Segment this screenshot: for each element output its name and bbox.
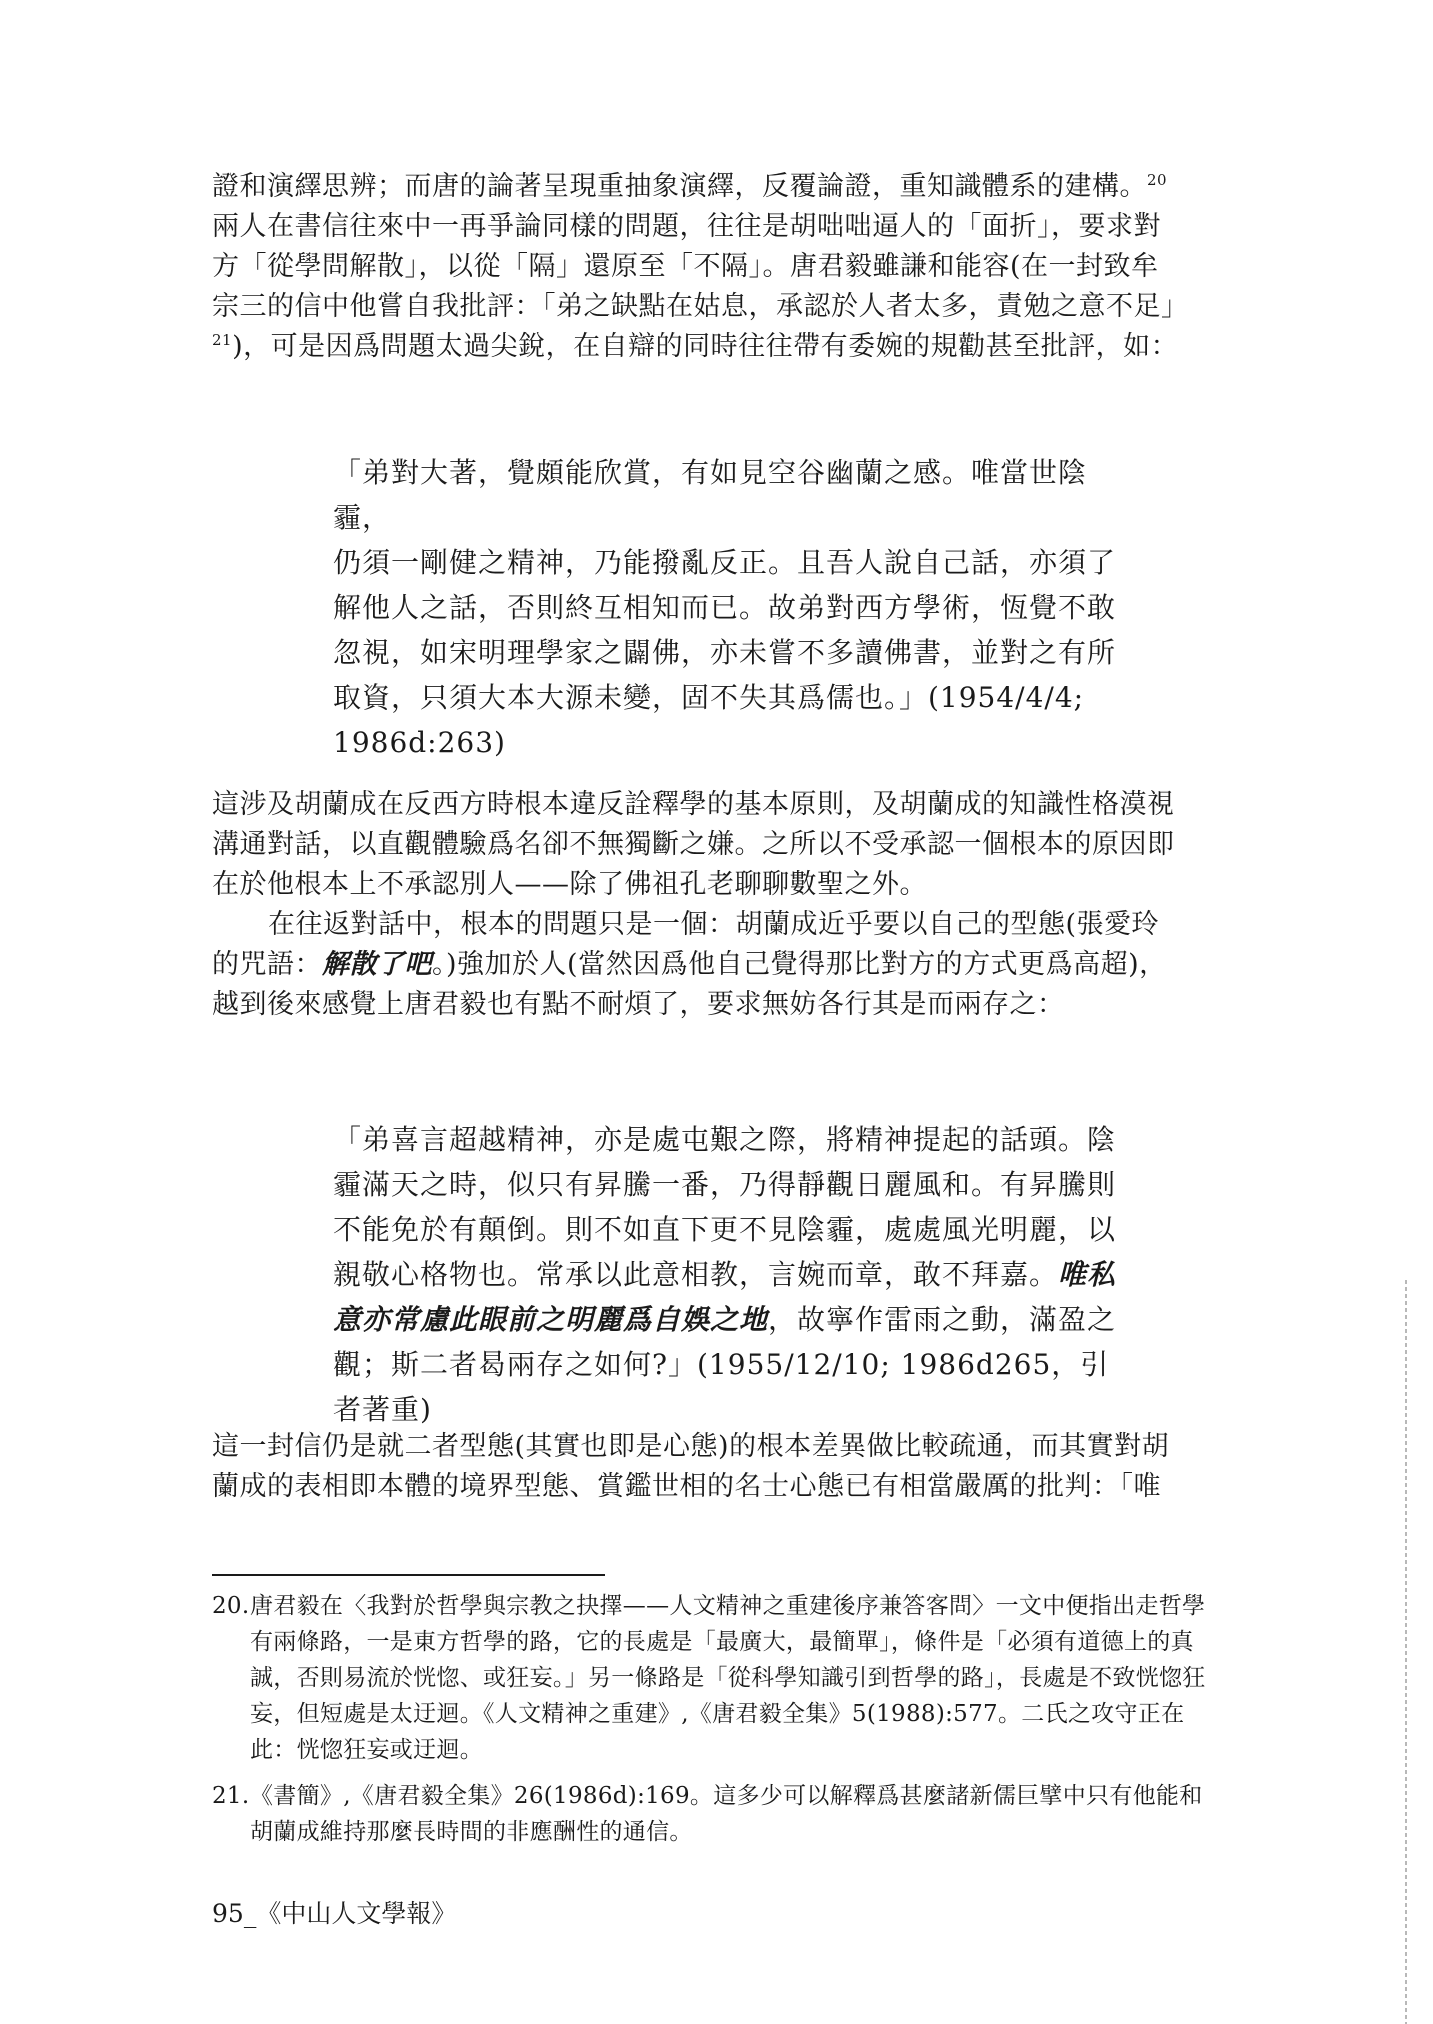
footnote-number: 21. [212,1783,250,1809]
quote-line: 解他人之話，否則終互相知而已。故弟對西方學術，恆覺不敢 [333,591,1117,624]
text-span: 證和演繹思辨；而唐的論著呈現重抽象演繹，反覆論證，重知識體系的建構。 [212,171,1147,202]
footer-separator: _ [243,1899,257,1928]
block-quote-2 [333,1117,1123,1432]
text-line: 在於他根本上不承認別人——除了佛祖孔老聊聊數聖之外。 [212,869,927,900]
paragraph-1 [212,167,1212,367]
footnote-text: 《書簡》,《唐君毅全集》26(1986d):169。這多少可以解釋爲甚麼諸新儒巨擘中只有他能和胡蘭成維持那麼長時間的非應酬性的通信。 [250,1783,1203,1845]
page-footer [212,1897,456,1931]
text-line [212,945,1212,985]
block-quote-1 [333,450,1123,765]
text-span: 親敬心格物也。常承以此意相教，言婉而章，敢不拜嘉。 [333,1258,1059,1291]
text-line [212,167,1212,207]
quote-line: 霾滿天之時，似只有昇騰一番，乃得靜觀日麗風和。有昇騰則 [333,1168,1117,1201]
scan-edge-mark [1405,1280,1407,2024]
quote-line: 仍須一剛健之精神，乃能撥亂反正。且吾人說自己話，亦須了 [333,546,1117,579]
quote-line: 觀；斯二者曷兩存之如何?」(1955/12/10; 1986d265，引者著重) [333,1348,1110,1426]
text-span: ，故寧作雷雨之動，滿盈之 [768,1303,1117,1336]
quote-line [333,1252,1123,1297]
quote-line: 不能免於有顛倒。則不如直下更不見陰霾，處處風光明麗，以 [333,1213,1117,1246]
text-line [212,327,1212,367]
footnote-number: 20. [212,1593,250,1619]
paragraph-2 [212,785,1212,1025]
text-span: )，可是因爲問題太過尖銳，在自辯的同時往往帶有委婉的規勸甚至批評，如： [232,331,1179,362]
quote-line: 「弟對大著，覺頗能欣賞，有如見空谷幽蘭之感。唯當世陰霾， [333,456,1088,534]
text-line: 越到後來感覺上唐君毅也有點不耐煩了，要求無妨各行其是而兩存之： [212,989,1065,1020]
paragraph-3 [212,1427,1212,1507]
text-line: 蘭成的表相即本體的境界型態、賞鑑世相的名士心態已有相當嚴厲的批判：「唯 [212,1471,1161,1502]
page-number: 95 [212,1899,244,1928]
journal-title: 《中山人文學報》 [256,1899,457,1928]
text-line: 溝通對話，以直觀體驗爲名卻不無獨斷之嫌。之所以不受承認一個根本的原因即 [212,829,1175,860]
text-span: 的咒語： [212,949,322,980]
footnote-20 [212,1588,1212,1768]
emphasis-text: 唯私 [1058,1258,1117,1291]
footnote-text: 唐君毅在〈我對於哲學與宗教之抉擇——人文精神之重建後序兼答客問〉一文中便指出走哲學有兩條路，一是東方哲學的路，它的長處是「最廣大，最簡單」，條件是「必須有道德上的真誠，否則易流於恍惚、或狂妄。」另一條路是「從科學知識引到哲學的路」，長處是不致恍惚狂妄，但短處是太迂迴。《人文精神之重建》,《唐君毅全集》5(1988):577。二氏之攻守正在此：恍惚狂妄或迂迴。 [250,1593,1206,1763]
text-line: 在往返對話中，根本的問題只是一個：胡蘭成近乎要以自己的型態(張愛玲 [268,909,1160,940]
quote-line: 取資，只須大本大源未變，固不失其爲儒也。」(1954/4/4; [333,681,1085,714]
text-line: 這涉及胡蘭成在反西方時根本違反詮釋學的基本原則，及胡蘭成的知識性格漠視 [212,789,1175,820]
emphasis-text: 解散了吧 [322,949,432,980]
footnotes [212,1588,1212,1860]
text-line: 兩人在書信往來中一再爭論同樣的問題，往往是胡咄咄逼人的「面折」，要求對 [212,211,1161,242]
footnote-divider [212,1574,605,1576]
quote-line: 1986d:263) [333,726,506,759]
quote-line: 忽視，如宋明理學家之闢佛，亦未嘗不多讀佛書，並對之有所 [333,636,1117,669]
quote-line [333,1297,1123,1342]
footnote-ref-21: 21 [212,331,233,349]
text-span: 。)強加於人(當然因爲他自己覺得那比對方的方式更爲高超)， [432,949,1167,980]
footnote-ref-20: 20 [1147,171,1168,189]
footnote-21 [212,1778,1212,1850]
text-line: 宗三的信中他嘗自我批評：「弟之缺點在姑息，承認於人者太多，責勉之意不足」 [212,291,1189,322]
text-line: 方「從學問解散」，以從「隔」還原至「不隔」。唐君毅雖謙和能容(在一封致牟 [212,251,1159,282]
quote-line: 「弟喜言超越精神，亦是處屯艱之際，將精神提起的話頭。陰 [333,1123,1117,1156]
emphasis-text: 意亦常慮此眼前之明麗爲自娛之地 [333,1303,769,1336]
text-line: 這一封信仍是就二者型態(其實也即是心態)的根本差異做比較疏通，而其實對胡 [212,1431,1170,1462]
